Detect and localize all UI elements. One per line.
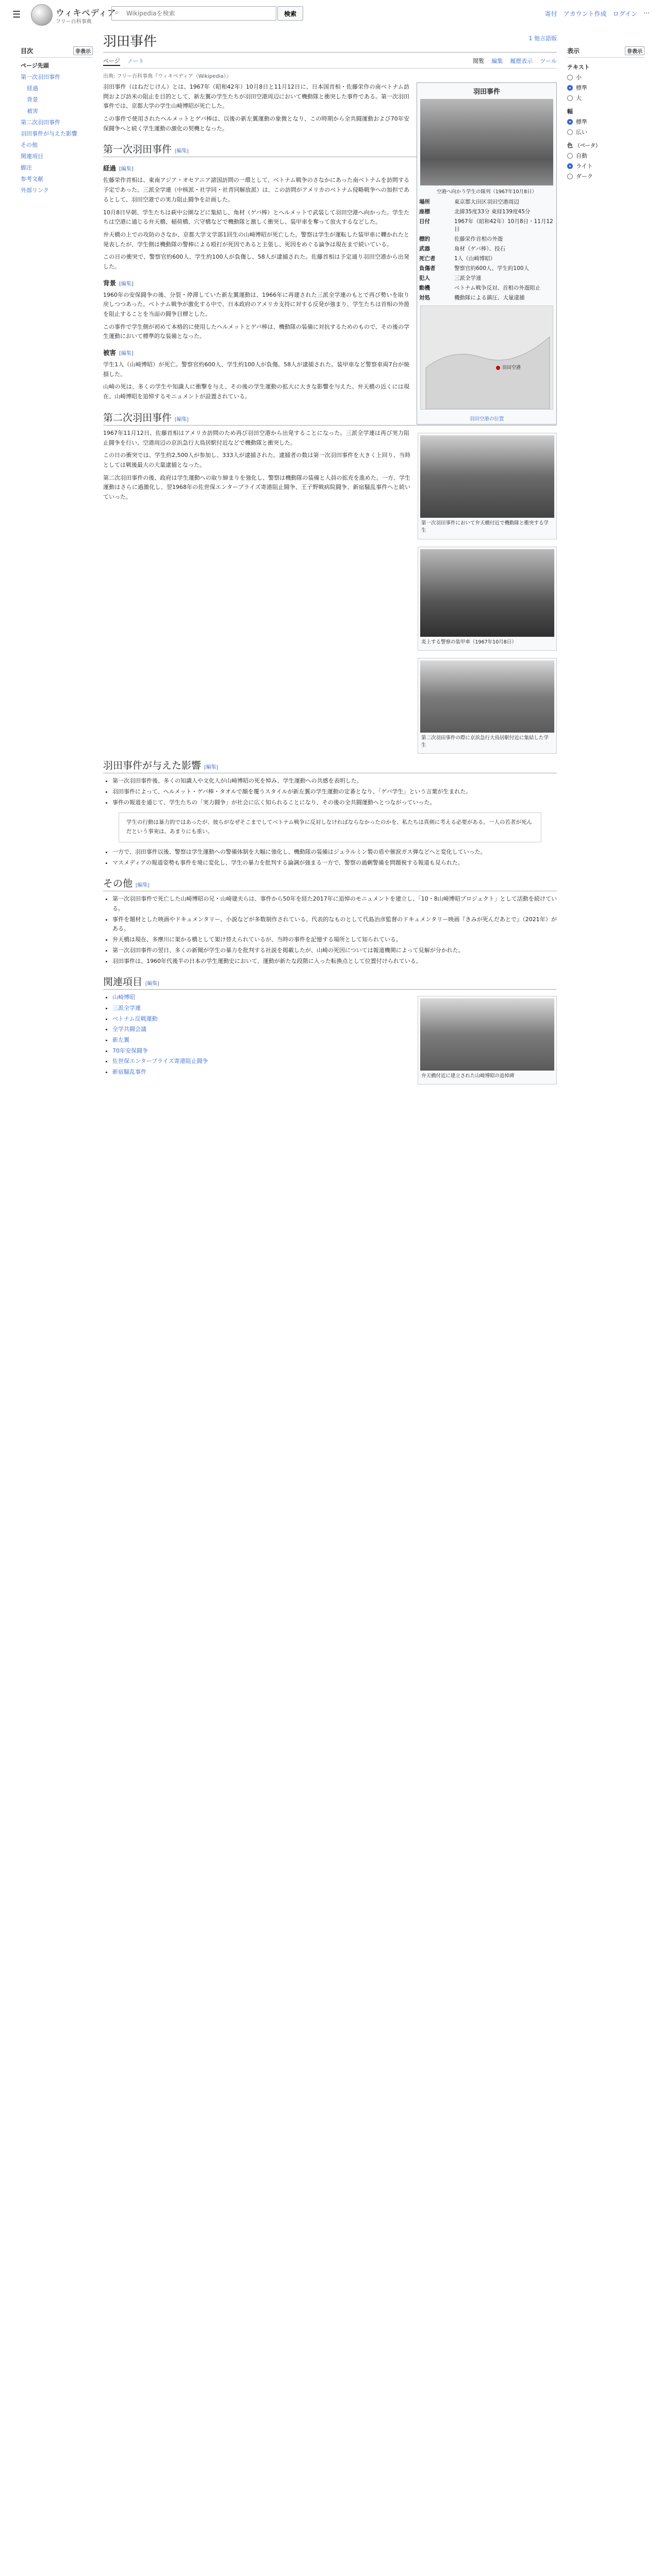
intro-paragraph: 羽田事件（はねだじけん）とは、1967年（昭和42年）10月8日と11月12日に、日本国首相・佐藤栄作の南ベトナム訪問および訪米の阻止を目的として、新左翼の学生たちが羽田空港周辺において機動隊と衝突した事件である。第一次羽田事件では、京都大学の学生山崎博昭が死亡した。: [103, 83, 409, 110]
beta-label: （ベータ）: [574, 143, 601, 149]
list-item: • 羽田事件によって、ヘルメット・ゲバ棒・タオルで顔を覆うスタイルが新左翼の学生運動の定番となり、「ゲバ学生」という言葉が生まれた。: [112, 787, 557, 797]
infobox-value: 1967年（昭和42年）10月8日・11月12日: [454, 218, 553, 232]
toc-hide-button[interactable]: 非表示: [73, 46, 93, 55]
text-size-option[interactable]: [567, 94, 644, 102]
menu-icon[interactable]: ☰: [12, 9, 21, 20]
infobox-row: [417, 283, 556, 293]
bullet-list: [112, 848, 557, 868]
list-item: • 一方で、羽田事件以後、警察は学生運動への警備体制を大幅に強化し、機動隊の装備はジュラルミン製の盾や催涙ガス弾などへと変化していった。: [112, 848, 557, 857]
color-option-label: ライト: [576, 163, 593, 170]
appearance-title: 表示: [567, 47, 580, 55]
thumbnail-photo[interactable]: [420, 998, 554, 1071]
paragraph: 佐藤栄作首相は、東南アジア・オセアニア諸国訪問の一環として、ベトナム戦争のさなかにあった南ベトナムを訪問する予定であった。三派全学連（中核派・社学同・社青同解放派）は、この訪問がアメリカのベトナム侵略戦争への加担であるとして、羽田空港での実力阻止闘争を計画した。: [103, 177, 409, 203]
infobox-key: 死亡者: [419, 256, 436, 262]
map-caption: 羽田空港の位置: [469, 416, 504, 422]
user-links: [545, 9, 650, 18]
text-size-option[interactable]: [567, 73, 644, 81]
paragraph: この事件で学生側が初めて本格的に使用したヘルメットとゲバ棒は、機動隊の装備に対抗するためのもので、その後の学生運動において標準的な装備となった。: [103, 323, 409, 340]
infobox-title: 羽田事件: [473, 88, 500, 96]
infobox-row: [417, 244, 556, 253]
infobox-caption: 空港へ向かう学生の隊列（1967年10月8日）: [436, 189, 537, 195]
edit-link[interactable]: 編集: [121, 166, 131, 173]
text-size-option-label: 小: [576, 74, 582, 81]
list-item: • 弁天橋は現在、多摩川に架かる橋として架け替えられているが、当時の事件を記憶する場所として知られている。: [112, 935, 557, 945]
subsection-heading: 経過 [編集]: [103, 164, 134, 173]
text-size-option-label: 標準: [576, 84, 587, 91]
width-option-label: 広い: [576, 129, 587, 135]
infobox-row: [417, 207, 556, 216]
list-item: • 事件を題材とした映画やドキュメンタリー、小説などが多数制作されている。代表的なものとして代島治彦監督のドキュメンタリー映画『きみが死んだあとで』（2021年）がある。: [112, 915, 557, 934]
infobox-value: 東京都大田区羽田空港周辺: [454, 199, 519, 205]
infobox-row: [417, 234, 556, 244]
thumbnail-caption: 炎上する警察の装甲車（1967年10月8日）: [421, 639, 517, 645]
toc-item[interactable]: 外部リンク: [21, 187, 49, 194]
site-title[interactable]: ウィキペディア: [56, 8, 116, 19]
list-item: • 事件の報道を通じて、学生たちの「実力闘争」が社会に広く知られることになり、その後の全共闘運動へとつながっていった。: [112, 798, 557, 808]
edit-link[interactable]: 編集: [121, 281, 131, 287]
paragraph: この日の衝突で、警察官約600人、学生約100人が負傷し、58人が逮捕された。佐藤首相は予定通り羽田空港から出発した。: [103, 253, 409, 270]
toc-list: [21, 60, 93, 196]
paragraph: 1967年11月12日、佐藤首相はアメリカ訪問のため再び羽田空港から出発することになった。三派全学連は再び実力阻止闘争を行い、空港周辺の京浜急行大鳥居駅付近などで機動隊と衝突した。: [103, 429, 409, 446]
paragraph: 10月8日早朝、学生たちは萩中公園などに集結し、角材（ゲバ棒）とヘルメットで武装して羽田空港へ向かった。学生たちは空港に通じる弁天橋、稲荷橋、穴守橋などで機動隊と激しく衝突し、装甲車を奪って放火するなどした。: [103, 209, 409, 226]
toc-item[interactable]: 第一次羽田事件: [21, 74, 60, 80]
thumbnail-photo[interactable]: [420, 660, 554, 733]
infobox-value: 1人（山崎博昭）: [454, 256, 496, 262]
radio-icon[interactable]: [567, 153, 573, 159]
color-option-label: 自動: [576, 152, 587, 159]
infobox-key: 場所: [419, 199, 430, 205]
list-item: • 第一次羽田事件の翌日、多くの新聞が学生の暴力を批判する社説を掲載したが、山崎の死因については報道機関によって見解が分かれた。: [112, 946, 557, 956]
related-link[interactable]: 佐世保エンタープライズ寄港阻止闘争: [112, 1058, 208, 1065]
radio-icon[interactable]: [567, 85, 573, 91]
tab-history[interactable]: 履歴表示: [510, 58, 533, 64]
location-map[interactable]: [420, 306, 553, 410]
thumbnail-photo[interactable]: [420, 549, 554, 637]
infobox-key: 犯人: [419, 275, 430, 281]
edit-link[interactable]: 編集: [206, 765, 217, 771]
toc-title: 目次: [21, 47, 34, 55]
subsection-heading: 被害 [編集]: [103, 349, 134, 357]
thumbnail: [418, 547, 557, 651]
wikipedia-logo-icon[interactable]: [31, 4, 53, 26]
edit-link[interactable]: 編集: [121, 351, 131, 357]
radio-icon[interactable]: [567, 163, 573, 169]
tab-tools[interactable]: ツール: [540, 58, 557, 64]
toc-item[interactable]: 経過: [27, 85, 38, 92]
map-marker: [496, 366, 500, 370]
toc-sidebar: [21, 46, 93, 196]
more-icon[interactable]: ⋯: [643, 9, 650, 16]
block-quote: 学生の行動は暴力的ではあったが、彼らがなぜそこまでしてベトナム戦争に反対しなければならなかったのかを、私たちは真剣に考える必要がある。一人の若者が死んだという事実は、あまりにも重い。: [119, 812, 541, 842]
bullet-list: [112, 776, 557, 807]
infobox-row: [417, 293, 556, 302]
edit-link[interactable]: 編集: [176, 148, 187, 155]
text-size-option-label: 大: [576, 95, 582, 101]
edit-link[interactable]: 編集: [176, 416, 187, 422]
infobox-value: 三派全学連: [454, 275, 482, 281]
infobox-value: 佐藤栄作首相の外遊: [454, 236, 503, 242]
tagline: 出典: フリー百科事典『ウィキペディア（Wikipedia）』: [103, 74, 231, 79]
width-option-label: 標準: [576, 118, 587, 125]
list-item: • 羽田事件は、1960年代後半の日本の学生運動史において、運動が新たな段階に入った転換点として位置付けられている。: [112, 957, 557, 967]
infobox-value: 警察官約600人、学生約100人: [454, 265, 529, 272]
intro-paragraph: この事件で使用されたヘルメットとゲバ棒は、以後の新左翼運動の象徴となり、この時期から全共闘運動および70年安保闘争へと続く学生運動の激化の契機となった。: [103, 115, 409, 132]
thumbnail: [418, 996, 557, 1084]
toc-item[interactable]: 羽田事件が与えた影響: [21, 130, 77, 137]
thumbnail: [418, 658, 557, 754]
infobox-row: [417, 263, 556, 273]
radio-icon[interactable]: [567, 129, 573, 135]
related-link[interactable]: 新宿騒乱事件: [112, 1069, 146, 1075]
tab-read[interactable]: 閲覧: [473, 58, 485, 64]
color-option[interactable]: [567, 162, 644, 170]
toc-item[interactable]: 背景: [27, 96, 38, 103]
paragraph: この日の衝突では、学生約2,500人が参加し、333人が逮捕された。逮捕者の数は第一次羽田事件を大きく上回り、当時としては戦後最大の大量逮捕となった。: [103, 452, 410, 468]
text-size-option[interactable]: [567, 83, 644, 92]
search-input[interactable]: [125, 9, 272, 18]
thumbnail-caption: 第二次羽田事件の際に京浜急行大鳥居駅付近に集結した学生: [421, 735, 549, 748]
related-link[interactable]: 全学共闘会議: [112, 1026, 146, 1033]
section-heading: 第一次羽田事件 [編集]: [103, 142, 557, 157]
related-link[interactable]: 新左翼: [112, 1036, 129, 1043]
bullet-list: [112, 894, 557, 966]
color-option[interactable]: [567, 172, 644, 180]
paragraph: 山崎の死は、多くの学生や知識人に衝撃を与え、その後の学生運動の拡大に大きな影響を与えた。弁天橋の近くには現在、山崎博昭を追悼するモニュメントが設置されている。: [103, 383, 409, 400]
subsection-heading: 背景 [編集]: [103, 279, 134, 287]
radio-icon[interactable]: [567, 95, 573, 101]
thumbnail-caption: 弁天橋付近に建立された山崎博昭の追悼碑: [421, 1073, 515, 1079]
map-label: 羽田空港: [502, 365, 521, 370]
infobox: [417, 82, 557, 425]
thumbnail: [418, 433, 557, 539]
paragraph: 学生1人（山崎博昭）が死亡。警察官約600人、学生約100人が負傷。58人が逮捕された。装甲車など警察車両7台が焼損した。: [103, 361, 409, 378]
tab-talk[interactable]: ノート: [127, 58, 144, 64]
width-option[interactable]: [567, 128, 644, 136]
donate-link[interactable]: 寄付: [544, 10, 557, 18]
section-heading: 羽田事件が与えた影響 [編集]: [103, 758, 557, 773]
infobox-row: [417, 216, 556, 234]
search-button[interactable]: 検索: [277, 6, 303, 21]
infobox-value: ベトナム戦争反対、首相の外遊阻止: [454, 285, 541, 291]
search-box: [111, 6, 276, 21]
edit-link[interactable]: 編集: [137, 883, 148, 889]
appearance-panel: [567, 46, 644, 182]
infobox-row: [417, 273, 556, 283]
related-link[interactable]: ベトナム反戦運動: [112, 1015, 158, 1022]
color-option-label: ダーク: [576, 173, 593, 180]
radio-icon[interactable]: [567, 174, 573, 179]
infobox-key: 座標: [419, 209, 430, 215]
infobox-row: [417, 253, 556, 263]
related-link[interactable]: 三派全学連: [112, 1004, 141, 1011]
infobox-key: 対処: [419, 295, 430, 301]
section-heading: 関連項目 [編集]: [103, 974, 557, 990]
color-option[interactable]: [567, 151, 644, 160]
thumbnail-caption: 第一次羽田事件において弁天橋付近で機動隊と衝突する学生: [421, 520, 549, 534]
toc-item[interactable]: 参考文献: [21, 176, 43, 182]
infobox-table: [417, 197, 556, 302]
color-label: 色: [567, 142, 573, 149]
infobox-value: 角材（ゲバ棒）、投石: [454, 246, 506, 252]
infobox-key: 標的: [419, 236, 430, 242]
page-title: 羽田事件: [103, 31, 557, 53]
paragraph: 弁天橋の上での攻防のさなか、京都大学文学部1回生の山崎博昭が死亡した。警察は学生が運転した装甲車に轢かれたと発表したが、学生側は機動隊の警棒による殴打が死因であると主張し、死因をめぐる論争は現在まで続いている。: [103, 231, 409, 248]
toc-item[interactable]: 脚注: [21, 164, 32, 171]
related-link[interactable]: 山崎博昭: [112, 994, 135, 1001]
list-item: • マスメディアの報道姿勢も事件を境に変化し、学生の暴力を批判する論調が強まる一方で、警察の過剰警備を問題視する報道も見られた。: [112, 858, 557, 868]
width-label: 幅: [567, 108, 573, 115]
login-link[interactable]: ログイン: [613, 10, 637, 18]
radio-icon[interactable]: [567, 119, 573, 125]
toc-item[interactable]: その他: [21, 142, 38, 148]
tab-edit[interactable]: 編集: [491, 58, 503, 64]
create-account-link[interactable]: アカウント作成: [563, 10, 607, 18]
edit-link[interactable]: 編集: [147, 981, 158, 987]
page-tabs: [103, 55, 557, 69]
appearance-hide-button[interactable]: 非表示: [625, 46, 644, 55]
site-subtitle: フリー百科事典: [56, 19, 92, 25]
toc-item[interactable]: ページ先頭: [21, 62, 49, 69]
infobox-value: 機動隊による鎮圧、大量逮捕: [454, 295, 525, 301]
toc-item[interactable]: 被害: [27, 108, 38, 114]
radio-icon[interactable]: [567, 75, 573, 80]
section-heading: その他 [編集]: [103, 876, 557, 891]
paragraph: 1960年の安保闘争の後、分裂・停滞していた新左翼運動は、1966年に再建された三派全学連のもとで再び勢いを取り戻しつつあった。ベトナム戦争が激化する中で、日本政府のアメリカ支持に対する反発が強まり、学生たちは首相の外遊を阻止することを当面の闘争目標とした。: [103, 291, 409, 317]
thumbnail-photo[interactable]: [420, 435, 554, 518]
width-option[interactable]: [567, 117, 644, 126]
infobox-value: 北緯35度33分 東経139度45分: [454, 209, 531, 215]
list-item: • 第一次羽田事件後、多くの知識人や文化人が山崎博昭の死を悼み、学生運動への共感を表明した。: [112, 776, 557, 786]
related-link[interactable]: 70年安保闘争: [112, 1047, 148, 1054]
infobox-key: 日付: [419, 218, 430, 225]
search-icon: ⌕: [115, 9, 119, 16]
article: [103, 31, 557, 1089]
infobox-row: [417, 197, 556, 207]
infobox-key: 武器: [419, 246, 430, 252]
header: [0, 0, 662, 29]
map-shape: [421, 306, 553, 409]
toc-item[interactable]: 関連項目: [21, 153, 43, 160]
paragraph: 第二次羽田事件の後、政府は学生運動への取り締まりを強化し、警察は機動隊の装備と人員の拡充を進めた。一方、学生運動はさらに過激化し、翌1968年の佐世保エンタープライズ寄港阻止闘争、王子野戦病院闘争、新宿騒乱事件へと続いていった。: [103, 474, 410, 500]
section-heading: 第二次羽田事件 [編集]: [103, 410, 557, 426]
tab-page[interactable]: ページ: [103, 57, 120, 66]
toc-item[interactable]: 第二次羽田事件: [21, 119, 60, 126]
infobox-photo[interactable]: [420, 99, 553, 185]
text-size-label: テキスト: [567, 64, 590, 71]
list-item: • 第一次羽田事件で死亡した山崎博昭の兄・山崎建夫らは、事件から50年を経た2017年に追悼のモニュメントを建立し、「10・8山崎博昭プロジェクト」として活動を続けている。: [112, 894, 557, 913]
infobox-key: 負傷者: [419, 265, 436, 272]
infobox-key: 動機: [419, 285, 430, 291]
language-button[interactable]: 1 他言語版: [528, 35, 557, 42]
